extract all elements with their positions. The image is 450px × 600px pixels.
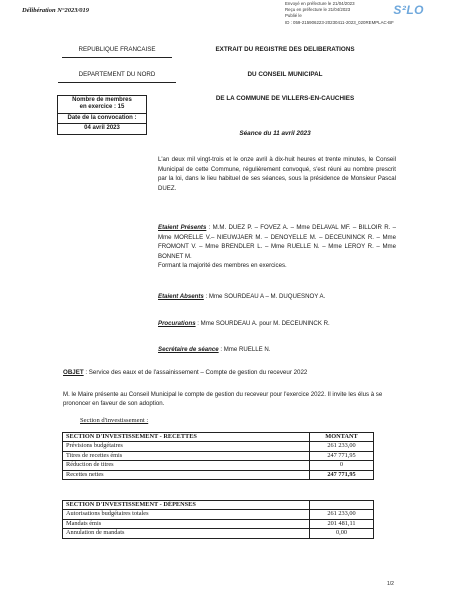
table-row bbox=[63, 442, 374, 451]
presents-list: : M.M. DUEZ P. – FOVEZ A. – Mme DELAVAL MF. – BILLOIR R. – Mme MORELLE V.– NIEUWJAER M. – DENOYELLE M. – DECEUNINCK R. – Mme FROMONT V. – Mme BRENDLER L. – Mme RUELLE N. – Mme LEROY R. – Mme BONNET M. bbox=[158, 224, 396, 260]
table-row bbox=[63, 510, 374, 519]
table-row bbox=[63, 470, 374, 479]
page-number: 1/2 bbox=[387, 581, 394, 587]
recettes-header: SECTION D'INVESTISSEMENT - RECETTES bbox=[63, 433, 310, 442]
table-row bbox=[63, 461, 374, 470]
procurations-text: : Mme SOURDEAU A. pour M. DECEUNINCK R. bbox=[195, 320, 330, 327]
row-amount: 261 233,00 bbox=[310, 510, 374, 519]
row-amount: 261 233,00 bbox=[310, 442, 374, 451]
procurations-paragraph bbox=[158, 319, 396, 329]
maire-paragraph: M. le Maire présente au Conseil Municipal le compte de gestion du receveur pour l'exercice 2022. Il invite les élus à se prononcer en faveur de son adoption. bbox=[63, 391, 383, 408]
divider bbox=[62, 57, 172, 58]
departement-header bbox=[58, 71, 176, 83]
presents-label: Etaient Présents bbox=[158, 224, 207, 231]
table-row bbox=[63, 451, 374, 460]
row-label: Prévisions budgétaires bbox=[63, 442, 310, 451]
stamp-line: ID : 059-215906223-20230411-2023_020REMPLAC-BF bbox=[285, 19, 394, 25]
recettes-table bbox=[62, 432, 374, 480]
members-label: Nombre de membres bbox=[72, 97, 132, 103]
absents-paragraph bbox=[158, 292, 396, 302]
table-header-row bbox=[63, 501, 374, 510]
depenses-table bbox=[62, 500, 374, 539]
intro-paragraph: L'an deux mil vingt-trois et le onze avril à dix-huit heures et trente minutes, le Conseil Municipal de cette Commune, régulièrement convoqué, s'est réuni au nombre prescrit par la loi, dans le lieu habituel de ses séances, sous la présidence de Monsieur Pascal DUEZ. bbox=[158, 156, 396, 192]
depenses-header: SECTION D'INVESTISSEMENT - DÉPENSES bbox=[63, 501, 310, 510]
row-amount: 0 bbox=[310, 461, 374, 470]
conseil-title: DU CONSEIL MUNICIPAL bbox=[247, 71, 323, 78]
amount-header-empty bbox=[310, 501, 374, 510]
majority-line: Formant la majorité des membres en exercices. bbox=[158, 262, 287, 270]
row-label: Autorisations budgétaires totales bbox=[63, 510, 310, 519]
table-row bbox=[63, 519, 374, 528]
deliberation-number: Délibération N°2023/019 bbox=[22, 7, 90, 14]
row-amount: 247 771,95 bbox=[310, 451, 374, 460]
stamp-line: Reçu en préfecture le 21/04/2023 bbox=[285, 7, 351, 13]
prefecture-stamp bbox=[285, 1, 448, 39]
table-header-row bbox=[63, 433, 374, 442]
republique-header bbox=[62, 46, 172, 58]
secretaire-text: : Mme RUELLE N. bbox=[218, 346, 271, 353]
commune-title: DE LA COMMUNE DE VILLERS-EN-CAUCHIES bbox=[215, 95, 355, 102]
row-label: Mandats émis bbox=[63, 519, 310, 528]
row-label: Titres de recettes émis bbox=[63, 451, 310, 460]
convocation-date: 04 avril 2023 bbox=[84, 125, 120, 132]
objet-text: : Service des eaux et de l'assainissement – Compte de gestion du receveur 2022 bbox=[83, 369, 308, 376]
convocation-label: Date de la convocation : bbox=[67, 114, 137, 121]
procurations-label: Procurations bbox=[158, 320, 196, 327]
seance-date: Séance du 11 avril 2023 bbox=[239, 130, 311, 137]
divider bbox=[58, 82, 176, 83]
republique-text: REPUBLIQUE FRANCAISE bbox=[78, 46, 156, 53]
amount-header: MONTANT bbox=[310, 433, 374, 442]
convocation-date-row bbox=[58, 124, 146, 133]
row-label: Réduction de titres bbox=[63, 461, 310, 470]
convocation-row bbox=[58, 114, 146, 124]
stamp-line: Envoyé en préfecture le 21/04/2023 bbox=[285, 1, 355, 6]
members-row bbox=[58, 96, 146, 114]
section-title: Section d'investissement : bbox=[80, 417, 149, 424]
absents-label: Etaient Absents bbox=[158, 293, 204, 300]
absents-list: : Mme SOURDEAU A – M. DUQUESNOY A. bbox=[203, 293, 326, 300]
row-label: Recettes nettes bbox=[63, 470, 310, 479]
objet-line bbox=[63, 369, 403, 376]
secretaire-paragraph bbox=[158, 345, 396, 355]
secretaire-label: Secrétaire de séance bbox=[158, 346, 219, 353]
row-amount: 0,00 bbox=[310, 529, 374, 538]
objet-label: OBJET bbox=[63, 369, 84, 376]
registre-title: EXTRAIT DU REGISTRE DES DELIBERATIONS bbox=[215, 46, 355, 53]
s2lo-logo: S²LO bbox=[393, 3, 424, 17]
stamp-line: Publié le bbox=[285, 13, 302, 19]
presents-paragraph bbox=[158, 223, 396, 271]
table-row bbox=[63, 529, 374, 538]
row-label: Annulation de mandats bbox=[63, 529, 310, 538]
row-amount: 201 481,11 bbox=[310, 519, 374, 528]
members-info-box bbox=[57, 95, 147, 135]
row-amount: 247 771,95 bbox=[310, 470, 374, 479]
members-value: en exercice : 15 bbox=[79, 104, 125, 111]
departement-text: DEPARTEMENT DU NORD bbox=[78, 71, 156, 78]
